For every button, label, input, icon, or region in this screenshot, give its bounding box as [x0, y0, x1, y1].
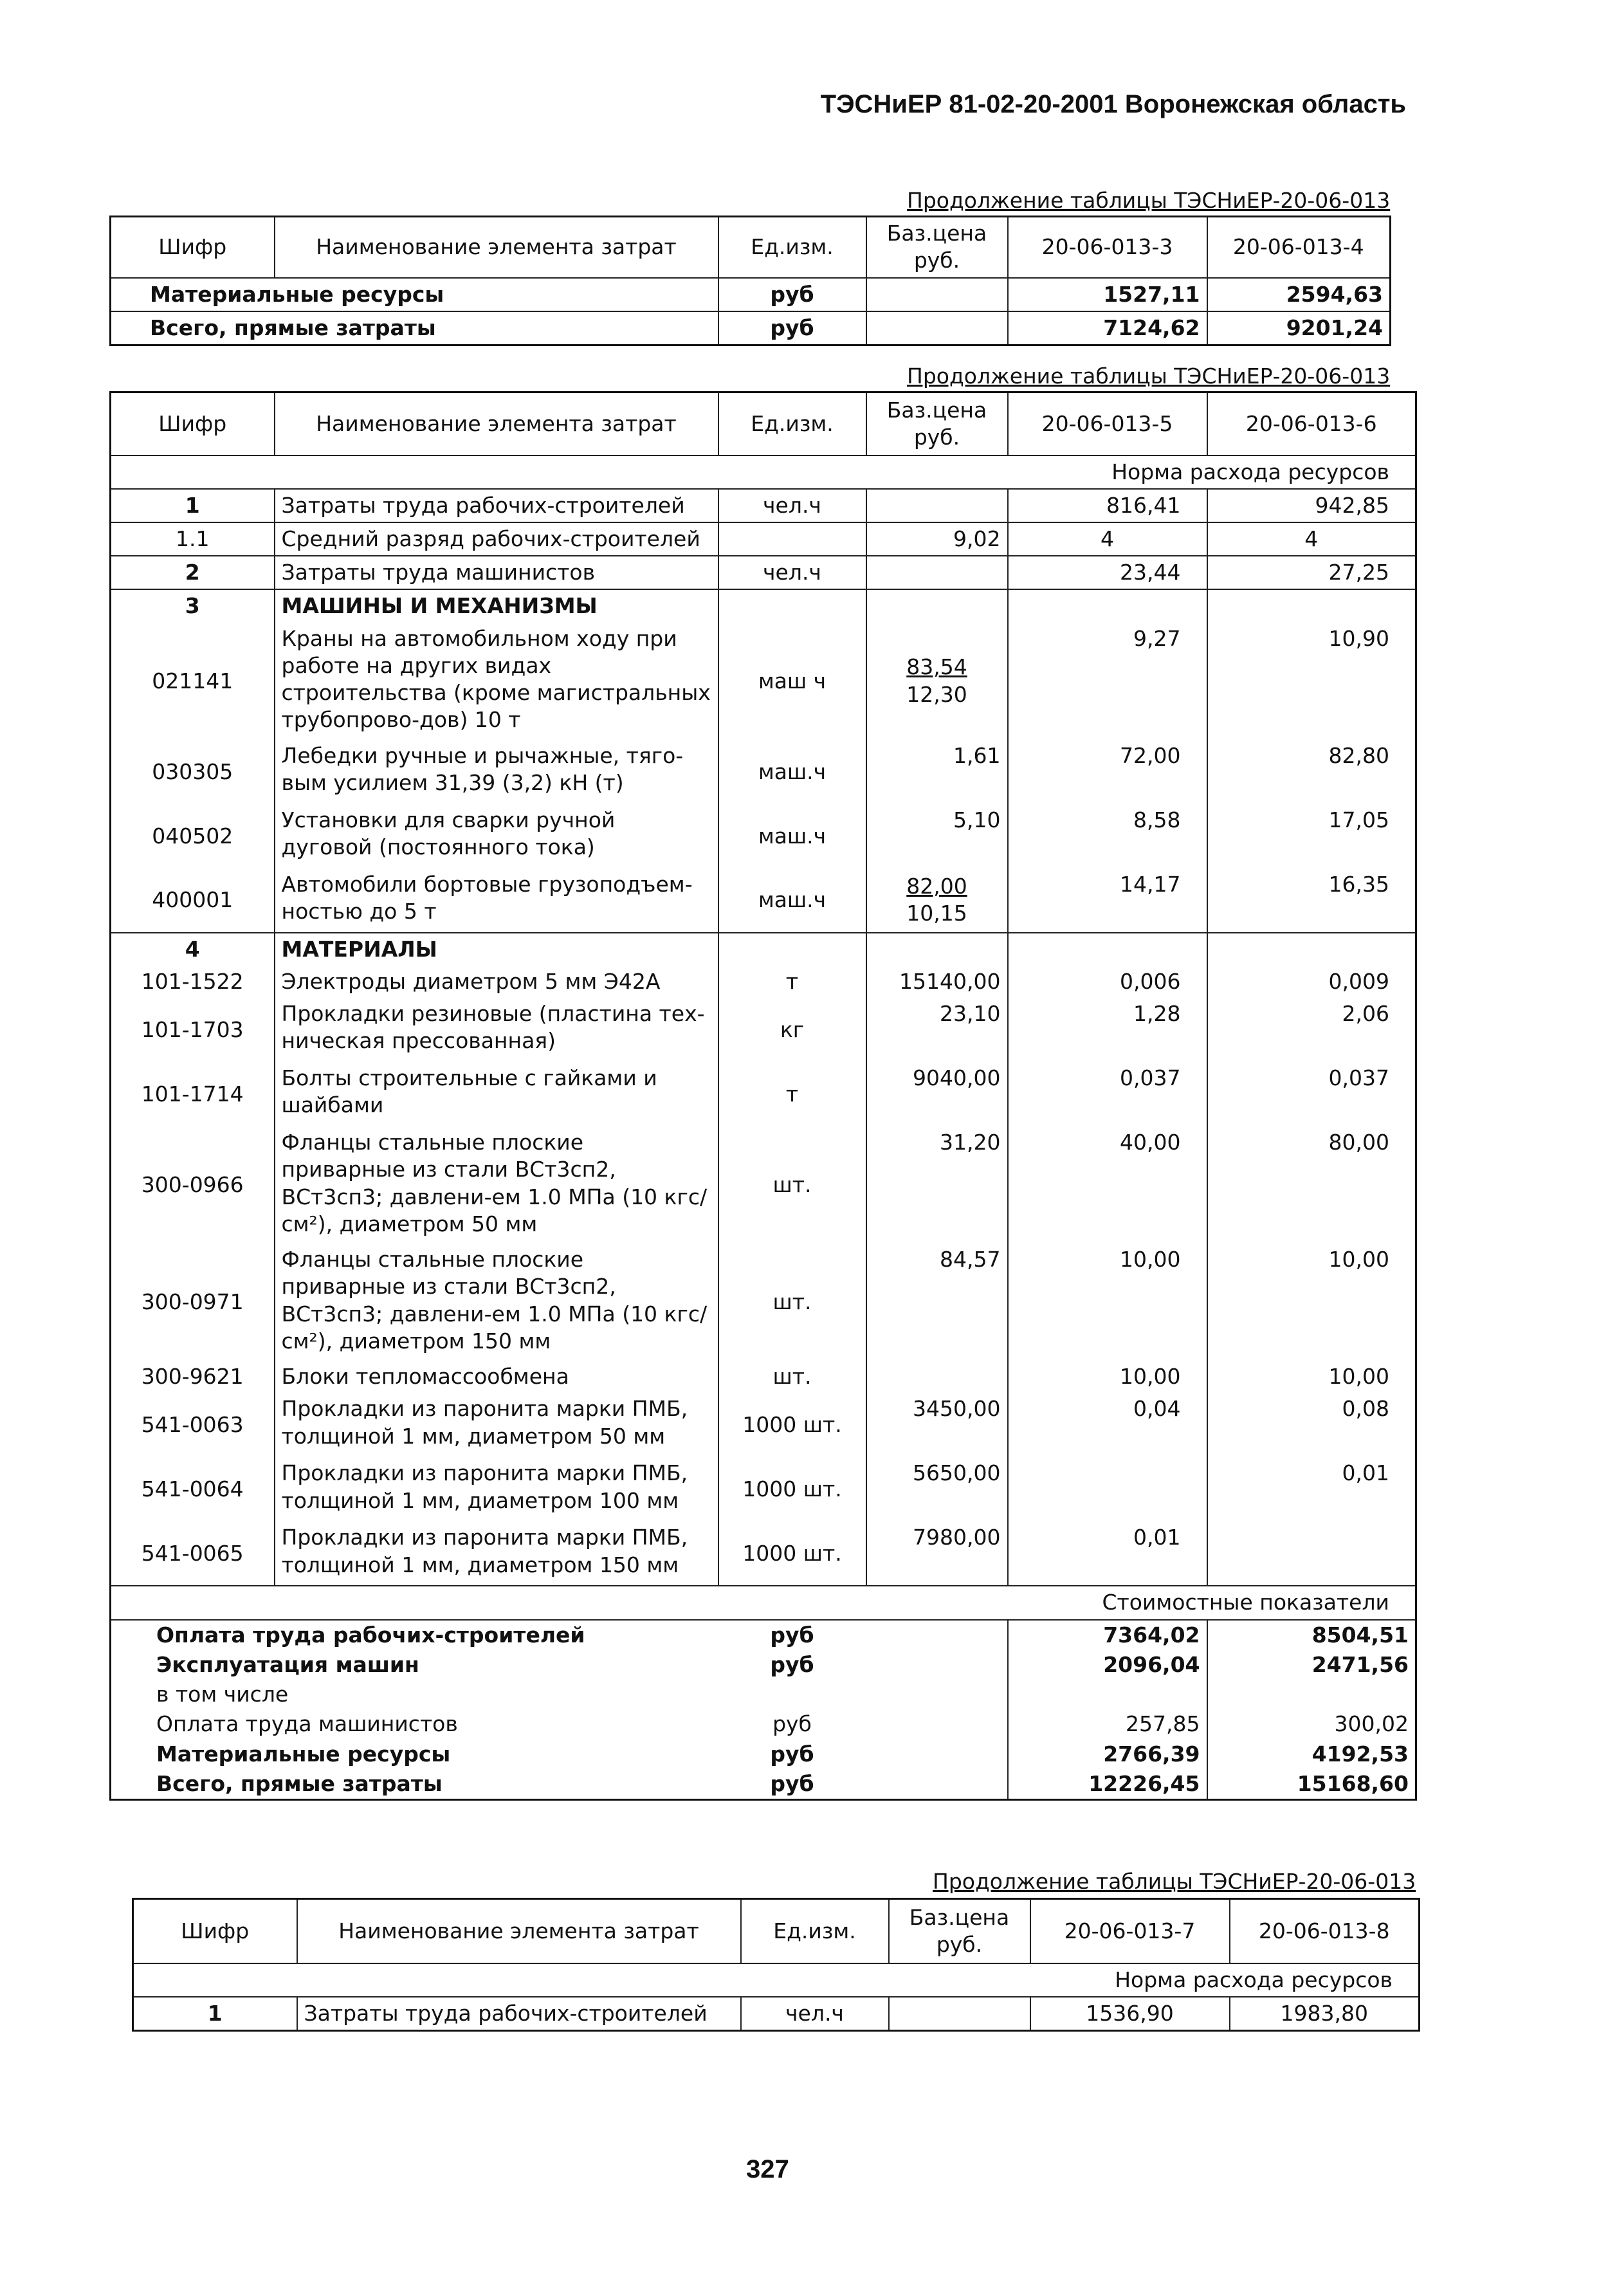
- table-row: [133, 1997, 1420, 2031]
- summary-unit: руб: [770, 1622, 814, 1648]
- table-row: [111, 868, 1416, 933]
- row-code: 541-0063: [111, 1393, 275, 1457]
- table-row: [111, 522, 1416, 556]
- row-value-a: 0,04: [1008, 1393, 1207, 1457]
- table3: [132, 1898, 1420, 2032]
- row-unit: т: [718, 1062, 866, 1126]
- row-code: 541-0064: [111, 1457, 275, 1521]
- col-name-header: Наименование элемента затрат: [275, 217, 718, 278]
- row-value-a: 40,00: [1008, 1126, 1207, 1244]
- row-code: 300-0971: [111, 1244, 275, 1361]
- row-value-b: 27,25: [1207, 556, 1416, 589]
- table-row: [111, 966, 1416, 998]
- row-name: Затраты труда рабочих-строителей: [275, 489, 718, 522]
- row-value-a: 1536,90: [1030, 1997, 1230, 2031]
- summary-row: [111, 1740, 1416, 1769]
- row-value-a: [1008, 1457, 1207, 1521]
- norm-label: Норма расхода ресурсов: [133, 1963, 1420, 1997]
- col-price-header: Баз.цена руб.: [866, 217, 1008, 278]
- col-price-header: Баз.цена руб.: [889, 1899, 1030, 1963]
- row-value-a: 0,006: [1008, 966, 1207, 998]
- row-unit: маш ч: [718, 623, 866, 740]
- table-row: [111, 489, 1416, 522]
- row-price-labor: 10,15: [906, 901, 967, 926]
- row-name: Фланцы стальные плоские приварные из стали ВСт3сп2, ВСт3сп3; давлени-ем 1.0 МПа (10 кгс/см²), диаметром 150 мм: [275, 1244, 718, 1361]
- row-name: Электроды диаметром 5 мм Э42А: [275, 966, 718, 998]
- row-name: Краны на автомобильном ходу при работе на других видах строительства (кроме магистральных трубопрово-дов) 10 т: [275, 623, 718, 740]
- row-name: Болты строительные с гайками и шайбами: [275, 1062, 718, 1126]
- summary-label: Материальные ресурсы: [111, 1740, 718, 1769]
- row-value-a: 4: [1008, 522, 1207, 556]
- col-unit-header: Ед.изм.: [718, 392, 866, 455]
- row-value-a: 72,00: [1008, 740, 1207, 804]
- row-price: 5,10: [866, 804, 1008, 868]
- row-unit: руб: [718, 278, 866, 311]
- table-row: [111, 804, 1416, 868]
- row-price: 82,00: [906, 873, 967, 899]
- summary-label: Всего, прямые затраты: [111, 1769, 718, 1800]
- row-value-b: [1207, 1521, 1416, 1586]
- table1-caption: Продолжение таблицы ТЭСНиЕР-20-06-013: [907, 188, 1391, 213]
- row-value-b: 4: [1207, 522, 1416, 556]
- summary-value-b: 8504,51: [1207, 1620, 1416, 1650]
- col-a-header: 20-06-013-7: [1030, 1899, 1230, 1963]
- row-value-b: 10,90: [1207, 623, 1416, 740]
- row-value-a: 9,27: [1008, 623, 1207, 740]
- row-value-a: 14,17: [1008, 868, 1207, 933]
- row-unit: шт.: [718, 1244, 866, 1361]
- row-code: 101-1714: [111, 1062, 275, 1126]
- section-title: МАТЕРИАЛЫ: [275, 933, 718, 966]
- table2: [109, 391, 1417, 1801]
- row-name: Прокладки из паронита марки ПМБ, толщиной 1 мм, диаметром 150 мм: [275, 1521, 718, 1586]
- row-value-a: 8,58: [1008, 804, 1207, 868]
- summary-unit: руб: [770, 1741, 814, 1767]
- row-unit: чел.ч: [718, 489, 866, 522]
- summary-row: [111, 1620, 1416, 1650]
- row-value-a: 1527,11: [1008, 278, 1207, 311]
- row-unit: шт.: [718, 1126, 866, 1244]
- row-value-b: 9201,24: [1207, 311, 1391, 345]
- row-name: Фланцы стальные плоские приварные из стали ВСт3сп2, ВСт3сп3; давлени-ем 1.0 МПа (10 кгс/см²), диаметром 50 мм: [275, 1126, 718, 1244]
- col-b-header: 20-06-013-4: [1207, 217, 1391, 278]
- col-b-header: 20-06-013-8: [1230, 1899, 1420, 1963]
- summary-label: в том числе: [111, 1680, 718, 1709]
- row-price: 9040,00: [866, 1062, 1008, 1126]
- row-price: 84,57: [866, 1244, 1008, 1361]
- table-row: [111, 1062, 1416, 1126]
- row-code: 400001: [111, 868, 275, 933]
- row-unit: руб: [718, 311, 866, 345]
- col-code-header: Шифр: [133, 1899, 297, 1963]
- row-value-a: 1,28: [1008, 998, 1207, 1062]
- row-value-a: 0,01: [1008, 1521, 1207, 1586]
- section-title: МАШИНЫ И МЕХАНИЗМЫ: [275, 589, 718, 622]
- summary-row: [111, 1680, 1416, 1709]
- summary-label: Оплата труда рабочих-строителей: [111, 1620, 718, 1650]
- row-value-b: 2594,63: [1207, 278, 1391, 311]
- table-row: [111, 1244, 1416, 1361]
- summary-unit: руб: [772, 1711, 812, 1737]
- row-name: Прокладки из паронита марки ПМБ, толщиной 1 мм, диаметром 50 мм: [275, 1393, 718, 1457]
- row-unit: 1000 шт.: [718, 1457, 866, 1521]
- col-code-header: Шифр: [111, 217, 275, 278]
- table2-caption: Продолжение таблицы ТЭСНиЕР-20-06-013: [907, 363, 1391, 389]
- row-unit: т: [718, 966, 866, 998]
- row-code: 1: [111, 489, 275, 522]
- row-price: 31,20: [866, 1126, 1008, 1244]
- table-row: [111, 1393, 1416, 1457]
- summary-value-b: 15168,60: [1207, 1769, 1416, 1800]
- row-price: 9,02: [866, 522, 1008, 556]
- summary-value-a: 2766,39: [1008, 1740, 1207, 1769]
- row-label: Всего, прямые затраты: [111, 311, 718, 345]
- norm-label: Норма расхода ресурсов: [111, 455, 1416, 489]
- section-code: 4: [111, 933, 275, 966]
- table-row: [111, 998, 1416, 1062]
- table-row: [111, 623, 1416, 740]
- row-code: 1: [133, 1997, 297, 2031]
- table-row: [111, 740, 1416, 804]
- row-unit: 1000 шт.: [718, 1521, 866, 1586]
- row-value-b: 0,01: [1207, 1457, 1416, 1521]
- col-unit-header: Ед.изм.: [741, 1899, 889, 1963]
- cost-title: Стоимостные показатели: [111, 1586, 1416, 1619]
- row-label: Материальные ресурсы: [111, 278, 718, 311]
- row-unit: кг: [718, 998, 866, 1062]
- row-name: Установки для сварки ручной дуговой (постоянного тока): [275, 804, 718, 868]
- row-price: 23,10: [866, 998, 1008, 1062]
- row-name: Затраты труда машинистов: [275, 556, 718, 589]
- table-row: [111, 1361, 1416, 1393]
- row-unit: шт.: [718, 1361, 866, 1393]
- row-name: Блоки тепломассообмена: [275, 1361, 718, 1393]
- row-price: 15140,00: [866, 966, 1008, 998]
- row-unit: маш.ч: [718, 740, 866, 804]
- table3-caption: Продолжение таблицы ТЭСНиЕР-20-06-013: [933, 1869, 1416, 1894]
- section-row: [111, 933, 1416, 966]
- row-code: 040502: [111, 804, 275, 868]
- col-a-header: 20-06-013-5: [1008, 392, 1207, 455]
- summary-value-b: 4192,53: [1207, 1740, 1416, 1769]
- col-code-header: Шифр: [111, 392, 275, 455]
- row-code: 541-0065: [111, 1521, 275, 1586]
- col-name-header: Наименование элемента затрат: [275, 392, 718, 455]
- row-unit: чел.ч: [741, 1997, 889, 2031]
- summary-row: [111, 1709, 1416, 1739]
- summary-row: [111, 1769, 1416, 1800]
- summary-label: Оплата труда машинистов: [111, 1709, 718, 1739]
- row-name: Прокладки из паронита марки ПМБ, толщиной 1 мм, диаметром 100 мм: [275, 1457, 718, 1521]
- summary-row: [111, 1650, 1416, 1680]
- row-name: Прокладки резиновые (пластина тех-ническая прессованная): [275, 998, 718, 1062]
- row-value-b: 2,06: [1207, 998, 1416, 1062]
- row-price: 7980,00: [866, 1521, 1008, 1586]
- table-row: [111, 1457, 1416, 1521]
- row-value-a: 10,00: [1008, 1361, 1207, 1393]
- row-value-a: 10,00: [1008, 1244, 1207, 1361]
- row-code: 300-0966: [111, 1126, 275, 1244]
- row-name: Лебедки ручные и рычажные, тяго-вым усилием 31,39 (3,2) кН (т): [275, 740, 718, 804]
- summary-value-a: 12226,45: [1008, 1769, 1207, 1800]
- row-code: 030305: [111, 740, 275, 804]
- row-name: Затраты труда рабочих-строителей: [297, 1997, 741, 2031]
- row-price: [866, 1361, 1008, 1393]
- col-b-header: 20-06-013-6: [1207, 392, 1416, 455]
- row-unit: маш.ч: [718, 804, 866, 868]
- col-name-header: Наименование элемента затрат: [297, 1899, 741, 1963]
- summary-value-a: 257,85: [1008, 1709, 1207, 1739]
- section-code: 3: [111, 589, 275, 622]
- row-name: Средний разряд рабочих-строителей: [275, 522, 718, 556]
- row-price-labor: 12,30: [906, 681, 967, 707]
- row-unit: чел.ч: [718, 556, 866, 589]
- table-row: [111, 278, 1391, 311]
- table-row: [111, 1126, 1416, 1244]
- row-value-b: 10,00: [1207, 1244, 1416, 1361]
- row-value-b: 1983,80: [1230, 1997, 1420, 2031]
- row-value-b: 10,00: [1207, 1361, 1416, 1393]
- row-code: 101-1522: [111, 966, 275, 998]
- summary-value-b: 2471,56: [1207, 1650, 1416, 1680]
- row-value-b: 80,00: [1207, 1126, 1416, 1244]
- row-price: 3450,00: [866, 1393, 1008, 1457]
- row-price: 83,54: [906, 654, 967, 680]
- row-price: 5650,00: [866, 1457, 1008, 1521]
- row-value-b: 82,80: [1207, 740, 1416, 804]
- row-value-b: 0,08: [1207, 1393, 1416, 1457]
- row-value-a: 23,44: [1008, 556, 1207, 589]
- col-a-header: 20-06-013-3: [1008, 217, 1207, 278]
- row-code: 101-1703: [111, 998, 275, 1062]
- row-code: 021141: [111, 623, 275, 740]
- row-unit: маш.ч: [718, 868, 866, 933]
- summary-label: Эксплуатация машин: [111, 1650, 718, 1680]
- row-name: Автомобили бортовые грузоподъем-ностью до 5 т: [275, 868, 718, 933]
- col-price-header: Баз.цена руб.: [866, 392, 1008, 455]
- row-code: 2: [111, 556, 275, 589]
- page-number: 327: [746, 2155, 789, 2183]
- row-value-b: 17,05: [1207, 804, 1416, 868]
- row-value-a: 7124,62: [1008, 311, 1207, 345]
- row-value-b: 16,35: [1207, 868, 1416, 933]
- row-price: 1,61: [866, 740, 1008, 804]
- summary-value-b: 300,02: [1207, 1709, 1416, 1739]
- row-value-b: 942,85: [1207, 489, 1416, 522]
- table1: [109, 216, 1391, 346]
- summary-unit: руб: [770, 1651, 814, 1677]
- row-value-b: 0,009: [1207, 966, 1416, 998]
- summary-value-a: 2096,04: [1008, 1650, 1207, 1680]
- row-unit: 1000 шт.: [718, 1393, 866, 1457]
- row-code: 300-9621: [111, 1361, 275, 1393]
- summary-unit: руб: [718, 1769, 866, 1800]
- row-code: 1.1: [111, 522, 275, 556]
- section-row: [111, 589, 1416, 622]
- summary-value-a: 7364,02: [1008, 1620, 1207, 1650]
- col-unit-header: Ед.изм.: [718, 217, 866, 278]
- row-value-a: 816,41: [1008, 489, 1207, 522]
- table-row: [111, 311, 1391, 345]
- table-row: [111, 556, 1416, 589]
- document-header: ТЭСНиЕР 81-02-20-2001 Воронежская область: [820, 90, 1406, 118]
- row-value-a: 0,037: [1008, 1062, 1207, 1126]
- table-row: [111, 1521, 1416, 1586]
- row-value-b: 0,037: [1207, 1062, 1416, 1126]
